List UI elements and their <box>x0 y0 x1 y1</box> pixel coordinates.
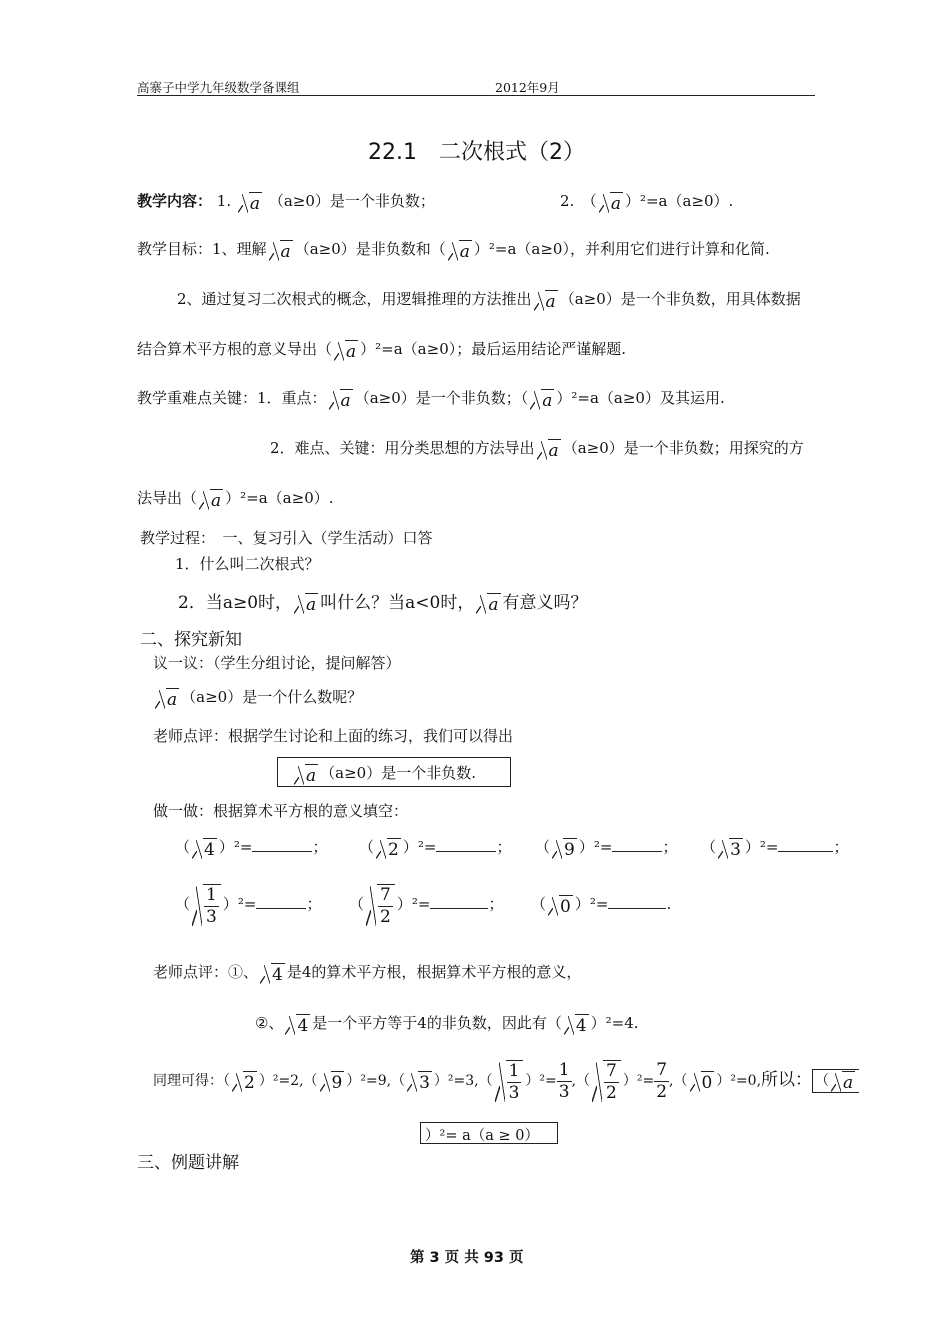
keys-text: ）²=a（a≥0）及其运用. <box>556 389 725 407</box>
sqrt-4 <box>260 963 285 984</box>
q2-text: 2．当a≥0时， <box>178 593 293 613</box>
radicand: a <box>459 241 470 262</box>
content-item2 <box>560 190 733 213</box>
same-item: ）²=0, <box>716 1073 762 1089</box>
denominator: 3 <box>508 1083 520 1103</box>
sqrt-a <box>599 192 623 213</box>
denominator: 3 <box>558 1081 570 1102</box>
denominator: 2 <box>380 907 391 927</box>
teacher-comment-3 <box>255 1012 639 1035</box>
radicand: 4 <box>575 1015 587 1036</box>
header-date: 2012年9月 <box>495 80 560 95</box>
paren: （ <box>576 1073 591 1089</box>
sqrt-a <box>294 593 318 614</box>
paren: （ <box>303 1073 318 1089</box>
content-line <box>137 190 435 213</box>
keys-line-3 <box>137 487 334 510</box>
radicand: 0 <box>701 1072 713 1093</box>
content-item1-num: 1. <box>216 192 232 210</box>
paren: （ <box>701 838 717 856</box>
answer-blank[interactable] <box>612 851 662 852</box>
radicand: 0 <box>560 896 571 917</box>
same-item: ）²=2, <box>258 1073 304 1089</box>
radicand: 3 <box>419 1072 430 1093</box>
radicand: a <box>542 390 553 411</box>
radicand: a <box>843 1072 854 1093</box>
same-item: ）²=9, <box>346 1073 392 1089</box>
section-2-title: 二、探究新知 <box>140 630 242 650</box>
radicand: a <box>548 440 559 461</box>
fraction <box>604 1063 619 1102</box>
header-left: 高寨子中学九年级数学备课组 <box>137 80 300 95</box>
sqrt-a <box>238 192 262 213</box>
paren: （ <box>478 1073 493 1089</box>
sq-eq: ）²= <box>578 838 613 856</box>
radicand: a <box>280 241 291 262</box>
radicand: a <box>610 193 621 214</box>
paren: （ <box>673 1073 688 1089</box>
sqrt-2 <box>376 838 401 859</box>
section-3-title: 三、例题讲解 <box>137 1153 239 1173</box>
numerator: 7 <box>606 1061 617 1081</box>
sqrt-4 <box>285 1014 310 1035</box>
goals-line-1 <box>137 238 770 261</box>
page-title: 22.1 二次根式（2） <box>368 140 585 165</box>
so-label: 所以： <box>761 1070 813 1090</box>
sqrt-a <box>537 439 561 460</box>
process-title: 教学过程： 一、复习引入（学生活动）口答 <box>140 529 433 547</box>
semicolon: ； <box>833 838 849 856</box>
numerator: 1 <box>558 1059 570 1080</box>
sq-eq: ）²= <box>396 895 431 913</box>
paren: （ <box>531 895 547 913</box>
fraction <box>507 1063 522 1102</box>
sqrt-0 <box>690 1071 715 1092</box>
numerator: 1 <box>508 1061 520 1081</box>
goals-text: （a≥0）是非负数和（ <box>294 240 446 258</box>
question-1: 1．什么叫二次根式？ <box>175 555 320 573</box>
sqrt-a <box>294 764 318 785</box>
page-footer: 第 3 页 共 93 页 <box>410 1250 524 1266</box>
keys-line-2 <box>270 437 804 460</box>
radicand: a <box>306 765 317 786</box>
radicand: 4 <box>297 1015 309 1036</box>
denominator: 2 <box>606 1083 617 1103</box>
keys-text: 教学重难点关键：1．重点： <box>137 389 327 407</box>
comment-text: ）²=4. <box>590 1014 639 1032</box>
semicolon: ； <box>488 895 504 913</box>
sqrt-fraction <box>592 1060 621 1102</box>
discuss-question <box>153 686 362 709</box>
keys-text: 2．难点、关键：用分类思想的方法导出 <box>270 439 535 457</box>
boxed-text: （a≥0）是一个非负数. <box>320 764 476 782</box>
goals-line-3 <box>137 338 626 361</box>
header-rule <box>137 95 815 96</box>
comment-text: ②、 <box>255 1014 284 1032</box>
question-2 <box>178 588 588 614</box>
content-item1-text: （a≥0）是一个非负数； <box>268 192 435 210</box>
fill-row-1 <box>175 836 849 859</box>
comment-text: 是一个平方等于4的非负数，因此有（ <box>312 1014 562 1032</box>
numerator: 1 <box>206 885 217 905</box>
numerator: 7 <box>380 885 391 905</box>
radicand: a <box>167 689 178 710</box>
goals-text: 2、通过复习二次根式的概念，用逻辑推理的方法推出 <box>177 290 532 308</box>
comment-text: 老师点评：①、 <box>153 963 259 981</box>
sqrt-3 <box>407 1071 432 1092</box>
semicolon: ； <box>496 838 512 856</box>
same-item: ）²= <box>622 1073 655 1089</box>
radicand: 2 <box>388 839 399 860</box>
result-formula: ）²= a（a ≥ 0） <box>425 1128 539 1144</box>
content-label: 教学内容： <box>137 192 213 210</box>
goals-text: ）²=a（a≥0），并利用它们进行计算和化简. <box>473 240 770 258</box>
sq-eq: ）²= <box>222 895 257 913</box>
sqrt-fraction <box>495 1060 524 1102</box>
sqrt-fraction <box>366 884 395 926</box>
radicand: a <box>346 341 357 362</box>
sqrt-4 <box>564 1014 589 1035</box>
radicand: 2 <box>244 1072 255 1093</box>
sqrt-fraction <box>192 884 221 926</box>
sqrt-a <box>155 688 179 709</box>
paren: （ <box>175 838 191 856</box>
sqrt-0 <box>548 895 573 916</box>
sqrt-9 <box>552 838 577 859</box>
sqrt-a <box>448 240 472 261</box>
goals-line-2 <box>177 288 801 311</box>
paren: （ <box>535 838 551 856</box>
numerator: 7 <box>656 1059 668 1080</box>
sqrt-a <box>329 389 353 410</box>
radicand: a <box>306 595 317 615</box>
keys-text: ）²=a（a≥0）. <box>225 489 334 507</box>
q2-text: 有意义吗？ <box>502 593 588 613</box>
answer-blank[interactable] <box>778 851 833 852</box>
radicand: a <box>340 390 351 411</box>
period: . <box>666 895 672 913</box>
sqrt-a <box>530 389 554 410</box>
sq-eq: ）²= <box>744 838 779 856</box>
semicolon: ； <box>662 838 678 856</box>
discuss-line: 议一议：（学生分组讨论，提问解答） <box>153 654 401 672</box>
radicand: a <box>488 595 499 615</box>
comment-text: 是4的算术平方根，根据算术平方根的意义， <box>286 963 582 981</box>
semicolon: ； <box>312 838 328 856</box>
sqrt-a <box>534 290 558 311</box>
denominator: 2 <box>656 1081 668 1102</box>
sq-eq: ）²= <box>574 895 609 913</box>
keys-text: （a≥0）是一个非负数；用探究的方 <box>562 439 804 457</box>
answer-blank[interactable] <box>436 851 496 852</box>
keys-text: （a≥0）是一个非负数；（ <box>354 389 529 407</box>
sqrt-a <box>334 340 358 361</box>
paren: （ <box>815 1073 830 1089</box>
fraction <box>557 1059 572 1102</box>
goals-text: 教学目标：1、理解 <box>137 240 267 258</box>
radicand: a <box>211 490 222 511</box>
radicand: 4 <box>272 964 283 985</box>
radicand: 9 <box>564 839 575 860</box>
radicand: 3 <box>730 839 741 860</box>
fraction <box>204 887 219 926</box>
sqrt-2 <box>232 1071 257 1092</box>
same-item: ）²=3, <box>433 1073 479 1089</box>
answer-blank[interactable] <box>430 908 488 909</box>
goals-text: （a≥0）是一个非负数，用具体数据 <box>559 290 801 308</box>
keys-line-1 <box>137 387 725 410</box>
goals-text: 结合算术平方根的意义导出（ <box>137 340 333 358</box>
boxed-conclusion-text <box>292 762 476 785</box>
answer-blank[interactable] <box>252 851 312 852</box>
radicand: a <box>249 193 261 214</box>
teacher-comment-1: 老师点评：根据学生讨论和上面的练习，我们可以得出 <box>153 727 514 745</box>
paren: （ <box>391 1073 406 1089</box>
sq-eq: ）²= <box>218 838 253 856</box>
teacher-comment-2 <box>153 961 581 984</box>
semicolon: ； <box>306 895 322 913</box>
q2-text: 叫什么？当a<0时， <box>320 593 475 613</box>
content-item2-text: ）²=a（a≥0）. <box>624 192 734 210</box>
sqrt-9 <box>320 1071 345 1092</box>
sqrt-3 <box>718 838 743 859</box>
paren: （ <box>223 1073 230 1089</box>
sqrt-a <box>831 1071 855 1092</box>
answer-blank[interactable] <box>256 908 306 909</box>
radicand: 4 <box>204 839 215 860</box>
paren: （ <box>359 838 375 856</box>
fraction <box>378 887 393 926</box>
denominator: 3 <box>206 907 217 927</box>
fill-row-2 <box>175 884 671 926</box>
doit-line: 做一做：根据算术平方根的意义填空： <box>153 802 409 820</box>
same-item: ）²= <box>525 1073 557 1089</box>
content-item2-open: 2. （ <box>560 192 597 210</box>
sq-eq: ）²= <box>402 838 437 856</box>
paren: （ <box>175 895 191 913</box>
same-label: 同理可得： <box>153 1073 223 1089</box>
goals-text: ）²=a（a≥0）；最后运用结论严谨解题. <box>360 340 627 358</box>
question-text: （a≥0）是一个什么数呢？ <box>181 688 363 706</box>
radicand: a <box>545 291 556 312</box>
sqrt-a <box>199 489 223 510</box>
sqrt-a <box>269 240 293 261</box>
sqrt-a <box>476 593 500 614</box>
fraction <box>654 1059 669 1102</box>
radicand: 9 <box>331 1072 343 1093</box>
keys-text: 法导出（ <box>137 489 198 507</box>
paren: （ <box>349 895 365 913</box>
answer-blank[interactable] <box>608 908 666 909</box>
same-reasoning-line: 同理可得：（ 2 ）²=2,（ 9 ）²=9,（ 3 ）²=3,（ $\frac{1}{3}$ ）²= $\frac{1}{3}$ ,（ $\frac{7}{2}$ ）²= $\frac{7}{2}$ ,（ 0 ）²=0,所以： （ a <box>153 1060 859 1102</box>
sqrt-4 <box>192 838 217 859</box>
